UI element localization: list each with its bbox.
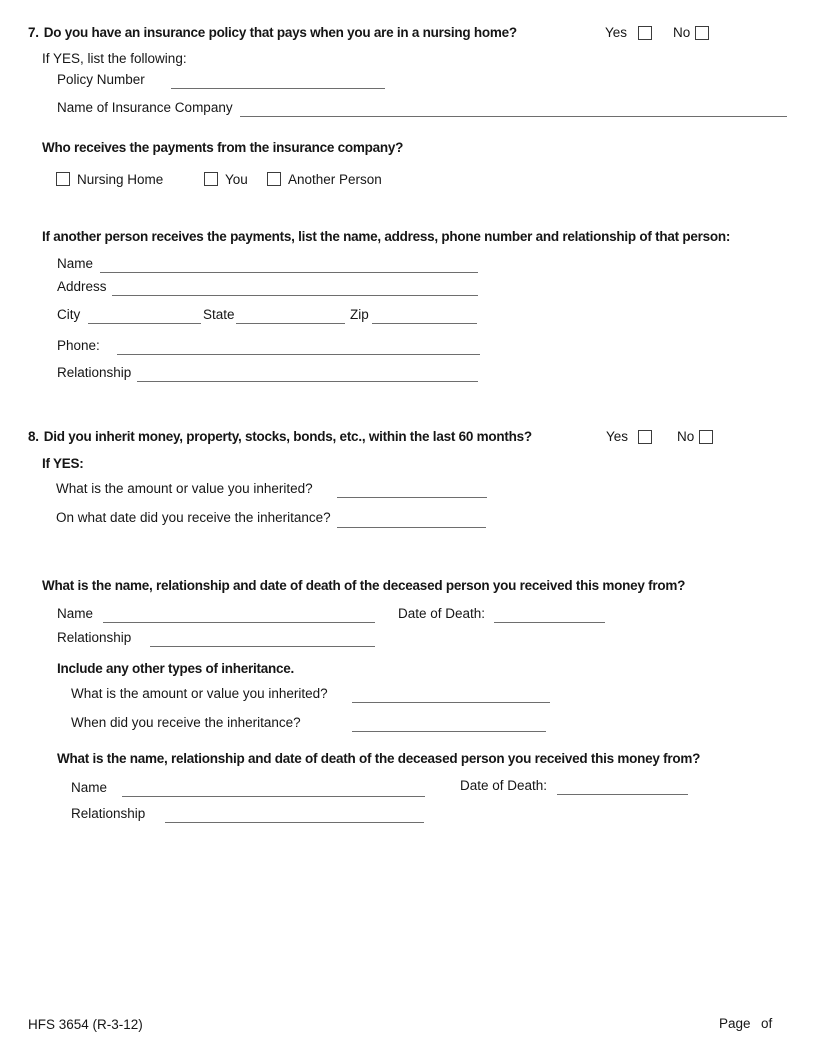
insurance-company-field[interactable] bbox=[240, 116, 787, 117]
who-receives-question: Who receives the payments from the insurance company? bbox=[42, 140, 404, 155]
inherit1-relationship-field[interactable] bbox=[150, 646, 375, 647]
footer-of-word: of bbox=[761, 1016, 773, 1031]
footer-page-word: Page bbox=[719, 1016, 751, 1031]
inherit2-amount-field[interactable] bbox=[352, 702, 550, 703]
other-inheritance-heading: Include any other types of inheritance. bbox=[57, 661, 295, 676]
contact-address-field[interactable] bbox=[112, 295, 478, 296]
q7-no-checkbox[interactable] bbox=[695, 26, 709, 40]
contact-phone-label: Phone: bbox=[57, 338, 100, 353]
inherit2-amount-question: What is the amount or value you inherited? bbox=[71, 686, 328, 701]
inherit1-name-label: Name bbox=[57, 606, 94, 621]
contact-relationship-label: Relationship bbox=[57, 365, 132, 380]
inherit1-date-of-death-label: Date of Death: bbox=[398, 606, 486, 621]
inherit2-when-field[interactable] bbox=[352, 731, 546, 732]
inherit1-date-question: On what date did you receive the inheritance? bbox=[56, 510, 331, 525]
contact-state-field[interactable] bbox=[236, 323, 345, 324]
inherit2-deceased-question: What is the name, relationship and date of death of the deceased person you received this money from? bbox=[57, 751, 701, 766]
question-7 bbox=[28, 25, 517, 41]
question-7-text: Do you have an insurance policy that pays when you are in a nursing home? bbox=[43, 25, 517, 40]
contact-phone-field[interactable] bbox=[117, 354, 480, 355]
payee-nursing-home-checkbox[interactable] bbox=[56, 172, 70, 186]
policy-number-field[interactable] bbox=[171, 88, 385, 89]
insurance-company-label: Name of Insurance Company bbox=[57, 100, 233, 115]
q8-yes-checkbox[interactable] bbox=[638, 430, 652, 444]
q8-yes-label: Yes bbox=[606, 429, 629, 444]
inherit1-date-field[interactable] bbox=[337, 527, 486, 528]
contact-city-field[interactable] bbox=[88, 323, 201, 324]
payee-nursing-home-label: Nursing Home bbox=[77, 172, 164, 187]
q8-no-checkbox[interactable] bbox=[699, 430, 713, 444]
payee-another-person-checkbox[interactable] bbox=[267, 172, 281, 186]
contact-city-label: City bbox=[57, 307, 81, 322]
form-number: HFS 3654 (R-3-12) bbox=[28, 1017, 143, 1032]
inherit2-relationship-field[interactable] bbox=[165, 822, 424, 823]
question-8 bbox=[28, 429, 532, 445]
policy-number-label: Policy Number bbox=[57, 72, 145, 87]
q8-no-label: No bbox=[677, 429, 695, 444]
inherit1-date-of-death-field[interactable] bbox=[494, 622, 605, 623]
question-8-text: Did you inherit money, property, stocks, bonds, etc., within the last 60 months? bbox=[43, 429, 532, 444]
inherit2-name-label: Name bbox=[71, 780, 108, 795]
inherit2-when-question: When did you receive the inheritance? bbox=[71, 715, 301, 730]
inherit1-amount-question: What is the amount or value you inherited? bbox=[56, 481, 313, 496]
inherit2-date-of-death-label: Date of Death: bbox=[460, 778, 548, 793]
inherit2-date-of-death-field[interactable] bbox=[557, 794, 688, 795]
contact-address-label: Address bbox=[57, 279, 107, 294]
inherit1-relationship-label: Relationship bbox=[57, 630, 132, 645]
another-person-prompt: If another person receives the payments, list the name, address, phone number and relationship of that person: bbox=[42, 229, 731, 244]
payee-another-person-label: Another Person bbox=[288, 172, 382, 187]
contact-state-label: State bbox=[203, 307, 235, 322]
contact-zip-field[interactable] bbox=[372, 323, 477, 324]
q7-yes-label: Yes bbox=[605, 25, 628, 40]
inherit1-deceased-question: What is the name, relationship and date of death of the deceased person you received this money from? bbox=[42, 578, 686, 593]
contact-relationship-field[interactable] bbox=[137, 381, 478, 382]
question-7-number: 7. bbox=[28, 25, 39, 40]
payee-you-checkbox[interactable] bbox=[204, 172, 218, 186]
inherit2-name-field[interactable] bbox=[122, 796, 425, 797]
contact-zip-label: Zip bbox=[350, 307, 369, 322]
inherit1-amount-field[interactable] bbox=[337, 497, 487, 498]
inherit2-relationship-label: Relationship bbox=[71, 806, 146, 821]
inherit1-name-field[interactable] bbox=[103, 622, 375, 623]
q7-no-label: No bbox=[673, 25, 691, 40]
payee-you-label: You bbox=[225, 172, 248, 187]
q8-if-yes-prompt: If YES: bbox=[42, 456, 84, 471]
q7-yes-checkbox[interactable] bbox=[638, 26, 652, 40]
contact-name-field[interactable] bbox=[100, 272, 478, 273]
contact-name-label: Name bbox=[57, 256, 94, 271]
question-8-number: 8. bbox=[28, 429, 39, 444]
q7-if-yes-prompt: If YES, list the following: bbox=[42, 51, 187, 66]
